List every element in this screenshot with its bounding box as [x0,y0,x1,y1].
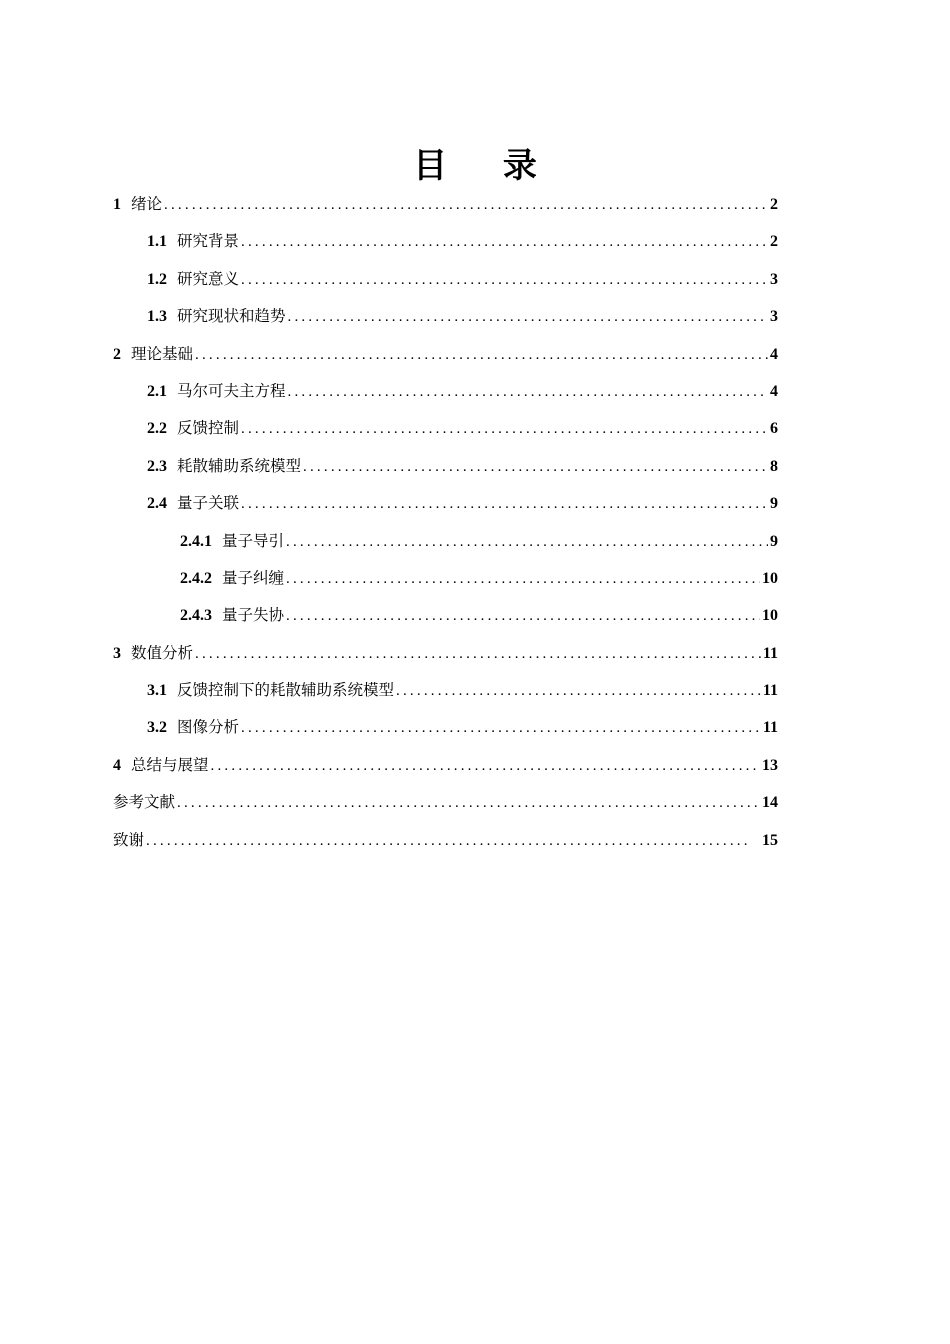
section-title: 量子纠缠 [222,568,285,587]
page-number: 10 [762,569,778,587]
section-title: 总结与展望 [131,755,209,774]
toc-entry[interactable] [113,597,778,634]
section-number: 2.4 [147,495,167,513]
page-number: 14 [762,794,778,812]
section-title: 参考文献 [113,793,176,812]
section-title: 理论基础 [131,344,194,363]
section-title: 量子导引 [222,531,285,550]
dot-leader [241,710,761,747]
toc-entry[interactable] [113,784,778,821]
dot-leader [211,748,760,785]
page-number: 6 [770,420,778,438]
section-title: 研究意义 [177,269,240,288]
section-number: 1 [113,196,121,213]
toc-entry[interactable] [113,485,778,522]
toc-entry[interactable] [113,336,778,373]
toc-entry[interactable] [113,186,778,223]
page-number: 2 [770,196,778,213]
dot-leader [164,187,768,224]
dot-leader [241,262,768,299]
dot-leader [241,224,768,261]
toc-entry[interactable] [113,261,778,298]
dot-leader [286,598,760,635]
dot-leader [286,561,760,598]
section-title: 马尔可夫主方程 [177,381,286,400]
dot-leader [396,673,761,710]
dot-leader [146,823,748,860]
section-number: 2 [113,345,121,363]
toc-entry[interactable] [113,298,778,335]
section-number: 2.3 [147,457,167,475]
section-title: 量子关联 [177,494,240,513]
dot-leader [241,486,768,523]
page-number: 11 [762,682,778,700]
section-title: 反馈控制下的耗散辅助系统模型 [177,681,395,700]
section-number: 1.2 [147,270,167,288]
page-number: 2 [770,233,778,251]
section-title: 量子失协 [222,606,285,625]
toc-entry[interactable] [113,560,778,597]
toc-entry[interactable] [113,373,778,410]
page-number: 4 [770,382,778,400]
section-title: 研究现状和趋势 [177,307,286,326]
page-number: 9 [770,532,778,550]
toc-entry[interactable] [113,410,778,447]
toc-entry[interactable] [113,709,778,746]
dot-leader [195,337,768,374]
section-number: 4 [113,756,121,774]
page-title: 目 录 [413,146,559,186]
toc-entry[interactable] [113,747,778,784]
page-number: 11 [762,719,778,737]
dot-leader [288,299,768,336]
dot-leader [288,374,768,411]
section-number: 3.2 [147,719,167,737]
section-number: 2.4.2 [180,569,212,587]
section-number: 2.4.1 [180,532,212,550]
dot-leader [286,524,768,561]
section-title: 反馈控制 [177,419,240,438]
page-number: 3 [770,270,778,288]
toc-entry[interactable] [113,822,778,859]
page-number: 11 [762,644,778,662]
toc-entry[interactable] [113,448,778,485]
section-title: 耗散辅助系统模型 [177,456,302,475]
page-number: 10 [762,607,778,625]
toc-entry[interactable] [113,223,778,260]
section-title: 绪论 [131,195,163,213]
section-number: 2.1 [147,382,167,400]
dot-leader [195,636,761,673]
section-number: 2.4.3 [180,607,212,625]
dot-leader [241,411,768,448]
toc-entry[interactable] [113,523,778,560]
section-title: 研究背景 [177,232,240,251]
toc-entry[interactable] [113,635,778,672]
page-number: 13 [762,756,778,774]
toc-entry[interactable] [113,672,778,709]
section-number: 3 [113,644,121,662]
page-number: 8 [770,457,778,475]
page-number: 15 [762,831,778,849]
page-number: 9 [770,495,778,513]
dot-leader [303,449,768,486]
page-number: 4 [770,345,778,363]
section-number: 1.1 [147,233,167,251]
table-of-contents [113,186,778,859]
section-number: 2.2 [147,420,167,438]
section-number: 1.3 [147,308,167,326]
page-number: 3 [770,308,778,326]
section-title: 致谢 [113,830,145,849]
dot-leader [177,785,760,822]
section-title: 数值分析 [131,643,194,662]
section-number: 3.1 [147,682,167,700]
section-title: 图像分析 [177,718,240,737]
